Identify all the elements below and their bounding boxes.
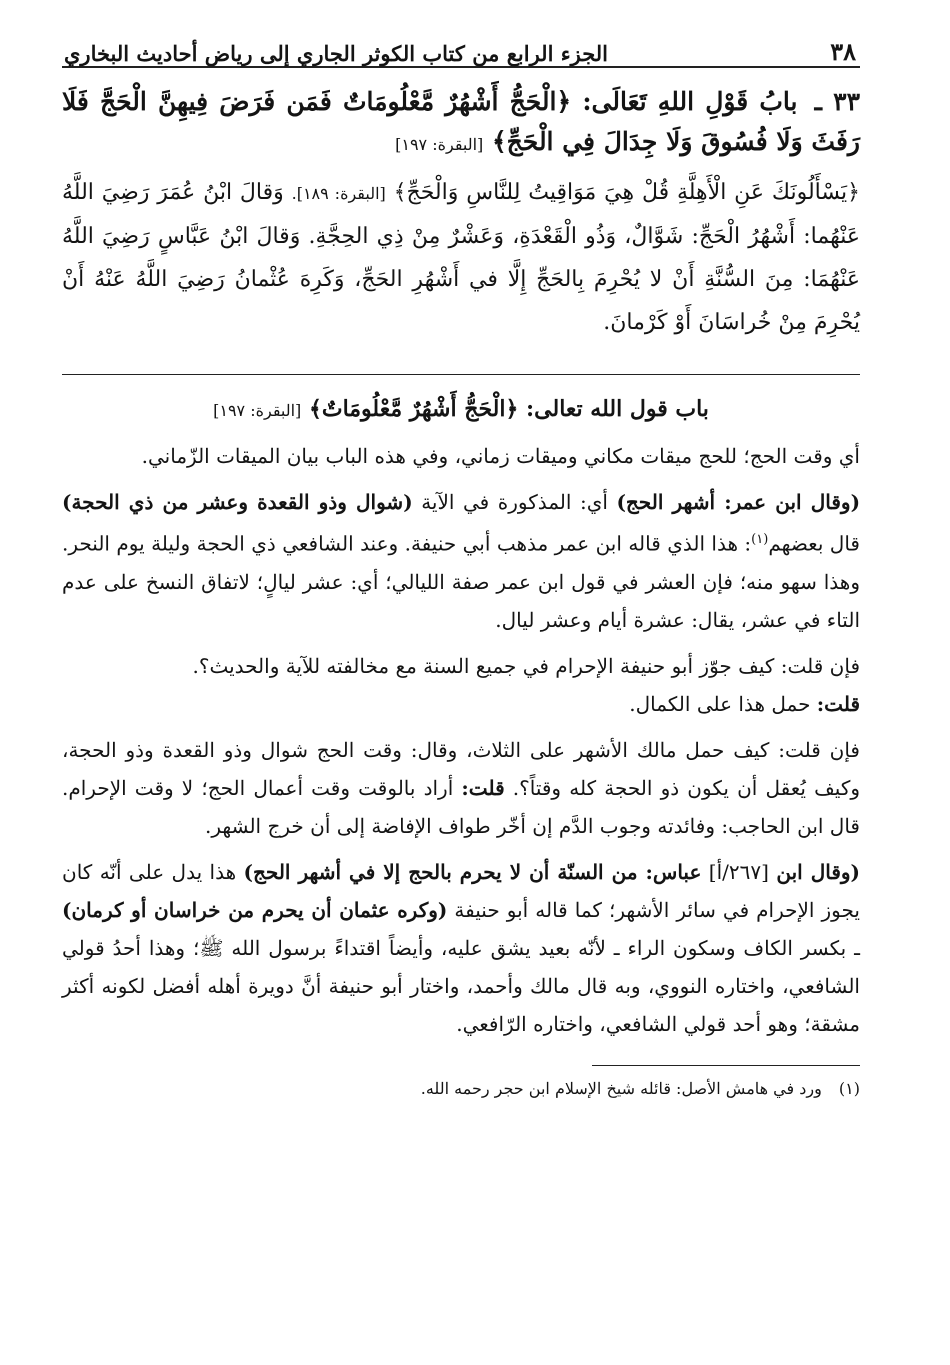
page [62, 26, 860, 1104]
chapter-text-verse-ref: [البقرة: ١٨٩]. [291, 184, 386, 203]
commentary-paragraph-3 [62, 647, 860, 723]
paragraph-text: : هذا الذي قاله ابن عمر مذهب أبي حنيفة. وعند الشافعي ذي الحجة وليلة يوم النحر. وهذا سهو منه؛ فإن العشر في قول ابن عمر صفة الليالي؛ أي: عشر ليالٍ؛ لاتفاق النسخ على عدم التاء في عشر، يقال: عشرة أيام وعشر ليال. [62, 531, 860, 632]
book-title: الجزء الرابع من كتاب الكوثر الجاري إلى رياض أحاديث البخاري [64, 41, 608, 66]
paragraph-text: أي: المذكورة في الآية [412, 490, 617, 514]
chapter-number: ٣٣ ـ [814, 87, 860, 116]
commentary-heading-lead: باب قول الله تعالى: [526, 396, 709, 422]
footnote-marker[interactable]: (١) [751, 532, 769, 547]
paragraph-text: حمل هذا على الكمال. [629, 691, 817, 716]
chapter-verse: ﴿الْحَجُّ أَشْهُرٌ مَّعْلُومَاتٌ فَمَن فَرَضَ فِيهِنَّ الْحَجَّ فَلَا رَفَثَ وَلَا فُسُوقَ وَلَا جِدَالَ فِي الْحَجِّ﴾ [62, 87, 860, 156]
footnote-number: (١) [838, 1078, 860, 1098]
commentary-paragraph-4 [62, 731, 860, 845]
commentary-heading [62, 389, 860, 431]
running-header [62, 26, 860, 68]
chapter-title [62, 82, 860, 165]
commentary-paragraph-2 [62, 483, 860, 639]
chapter-text [62, 171, 860, 344]
footnote-divider [592, 1065, 860, 1066]
chapter-text-body: وَقالَ ابْنُ عُمَرَ رَضِيَ اللَّهُ عَنْهُما: أَشْهُرُ الْحَجِّ: شَوَّالٌ، وَذُو الْقَعْدَةِ، وَعَشْرٌ مِنْ ذِي الحِجَّةِ. وَقالَ ابْنُ عَبَّاسٍ رَضِيَ اللَّهُ عَنْهُمَا: مِنَ السُّنَّةِ أَنْ لا يُحْرِمَ بِالحَجِّ إِلَّا في أَشْهُرِ الحَجِّ، وَكَرِهَ عُثْمانُ رَضِيَ اللَّهُ عَنْهُ أَنْ يُحْرِمَ مِنْ خُراسَانَ أَوْ كَرْمانَ. [62, 180, 860, 335]
answer-label: قلت: [816, 691, 860, 716]
quoted-text: (وكره عثمان أن يحرم من خراسان أو كرمان) [62, 897, 448, 922]
quoted-text: (وقال ابن [776, 859, 860, 884]
quoted-text: عباس: من السنّة أن لا يحرم بالحج إلا في أشهر الحج) [243, 859, 702, 884]
section-divider [62, 374, 860, 375]
footnote-text: ورد في هامش الأصل: قائله شيخ الإسلام ابن حجر رحمه الله. [420, 1078, 822, 1098]
paragraph-text: قال بعضهم [768, 531, 860, 556]
chapter-text-verse: ﴿يَسْأَلُونَكَ عَنِ الْأَهِلَّةِ قُلْ هِيَ مَوَاقِيتُ لِلنَّاسِ وَالْحَجِّ﴾ [393, 180, 860, 205]
paragraph-text: أراد بالوقت وقت أعمال الحج؛ لا وقت الإحرام. قال ابن الحاجب: وفائدته وجوب الدَّم إن أخّر طواف الإفاضة إلى أن خرج الشهر. [62, 775, 860, 838]
page-number: ٣٨ [830, 37, 856, 66]
paragraph-text: هذا يدل على أنّه كان يجوز الإحرام في سائر الأشهر؛ كما قاله أبو حنيفة [62, 859, 860, 922]
commentary-heading-ref: [البقرة: ١٩٧] [213, 401, 302, 420]
chapter-section [62, 82, 860, 344]
paragraph-text: فإن قلت: كيف حمل مالك الأشهر على الثلاث، وقال: وقت الحج شوال وذو القعدة وذو الحجة، وكيف يُعقل أن يكون ذو الحجة كله وقتاً؟. [62, 737, 861, 800]
commentary-heading-verse: ﴿الْحَجُّ أَشْهُرٌ مَّعْلُومَاتٌ﴾ [308, 396, 519, 422]
answer-label: قلت: [461, 775, 505, 800]
footnote [62, 1074, 860, 1104]
commentary-paragraph-1: أي وقت الحج؛ للحج ميقات مكاني وميقات زماني، وفي هذه الباب بيان الميقات الزّماني. [141, 444, 860, 468]
paragraph-text: فإن قلت: كيف جوّز أبو حنيفة الإحرام في جميع السنة مع مخالفته للآية والحديث؟. [192, 653, 860, 678]
chapter-title-text: بابُ قَوْلِ اللهِ تَعَالَى: [582, 87, 798, 116]
commentary-paragraph-5 [62, 853, 860, 1043]
quoted-text: (وقال ابن عمر: أشهر الحج) [616, 490, 861, 514]
paragraph-text: ـ بكسر الكاف وسكون الراء ـ لأنّه بعيد يشق عليه، وأيضاً اقتداءً برسول الله ﷺ؛ وهذا أحدُ قولي الشافعي، واختاره النووي، وبه قال مالك وأحمد، واختار أبو حنيفة أنَّ دويرة أهله أفضل لكونه أكثر مشقة؛ وهو أحد قولي الشافعي، واختاره الرّافعي. [62, 935, 860, 1036]
manuscript-ref: [٢٦٧/أ] [701, 859, 777, 884]
quoted-text: (شوال وذو القعدة وعشر من ذي الحجة) [62, 490, 413, 514]
chapter-verse-ref: [البقرة: ١٩٧] [395, 135, 484, 154]
